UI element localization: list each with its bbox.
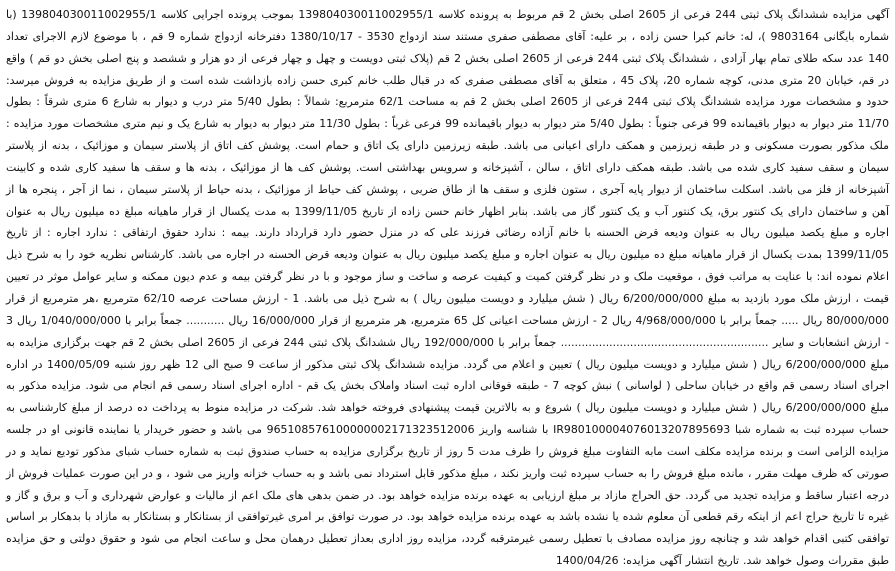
auction-notice-body: آگهی مزایده ششدانگ پلاک ثبتی 244 فرعی از 2605 اصلی بخش 2 قم مربوط به پرونده کلاسه 139804030011002955/1 بموجب پرونده اجرایی کلاسه 139804030011002955/1 (با شماره بایگانی 9803164 )، له: خانم کبرا حسن زاده ، بر علیه: آقای مصطفی صفری مستند سند ازدواج 3530 - 1380/10/17 دفترخانه ازدواج شماره 9 قم ، با موضوع لازم الاجرای تعداد 140 عدد سکه طلای تمام بهار آزادی ، ششدانگ پلاک ثبتی 244 فرعی از 2605 اصلی بخش 2 قم (پلاک ثبتی دویست و چهل و چهار فرعی از دو هزار و ششصد و پنج اصلی بخش دو قم ) واقع در قم، خیابان 20 متری مدنی، کوچه شماره 20، پلاک 45 ، متعلق به آقای مصطفی صفری که در قبال طلب خانم کبری حسن زاده بازداشت شده است و از طریق مزایده به فروش میرسد: حدود و مشخصات مورد مزایده ششدانگ پلاک ثبتی 244 فرعی از 2605 اصلی بخش 2 قم به مساحت 62/1 مترمربع: شمالاً : بطول 5/40 متر درب و دیوار به شارع 6 متری شرقاً : بطول 11/70 متر دیوار به دیوار باقیمانده 99 فرعی جنوباً : بطول 5/40 متر دیوار به دیوار باقیمانده 99 فرعی غرباً : بطول 11/30 متر دیوار به دیوار به شارع یک و نیم متری مشخصات مورد مزایده : ملک مذکور بصورت مسکونی و در طبقه زیرزمین و همکف دارای اعیانی می باشد. طبقه زیرزمین دارای یک اتاق و حمام است. پوشش کف اتاق از پلاستر سیمان و موزائیک ، بدنه از پلاستر سیمان و سقف سفید کاری شده می باشد. طبقه همکف دارای اتاق ، سالن ، آشپزخانه و سرویس بهداشتی است. پوشش کف ها از موزائیک ، بدنه ها و سقف ها سفید کاری شده و کابینت آشپزخانه از فلز می باشد. اسکلت ساختمان از دیوار پایه آجری ، ستون فلزی و سقف ها از طاق ضربی ، پوشش کف حیاط از موزائیک ، بدنه حیاط از پلاستر سیمان ، نما از آجر ، پنجره ها از آهن و ساختمان دارای یک کنتور برق، یک کنتور آب و یک کنتور گاز می باشد. بنابر اظهار خانم حسن زاده از تاریخ 1399/11/05 به مدت یکسال از قرار ماهیانه مبلغ ده میلیون ریال به عنوان اجاره و مبلغ یکصد میلیون ریال به عنوان ودیعه قرض الحسنه با خانم آزاده رضائی فرزند علی که در منزل حضور دارد قرارداد دارند. بیمه : ندارد حقوق ارتفاقی : ندارد اجاره : از تاریخ 1399/11/05 بمدت یکسال از قرار ماهیانه مبلغ ده میلیون ریال به عنوان اجاره و مبلغ یکصد میلیون ریال به عنوان ودیعه قرض الحسنه در اجاره می باشد. کارشناس نظریه خود را به شرح ذیل اعلام نموده اند: با عنایت به مراتب فوق ، موقعیت ملک و در نظر گرفتن کمیت و کیفیت عرصه و ساخت و ساز موجود و با در نظر گرفتن بیمه و عدم دیون ممکنه و سایر عوامل موثر در تعیین قیمت ، ارزش ملک مورد بازدید به مبلغ 6/200/000/000 ریال ( شش میلیارد و دویست میلیون ریال ) به شرح ذیل می باشد. 1 - ارزش مساحت عرصه 62/10 مترمربع ،هر مترمربع از قرار 80/000/000 ریال ..... جمعاً برابر با 4/968/000/000 ریال 2 - ارزش مساحت اعیانی کل 65 مترمربع، هر مترمربع از قرار 16/000/000 ریال ........... جمعاً برابر با 1/040/000/000 ریال 3 - ارزش انشعابات و سایر ............................................................ جمعاً برابر با 192/000/000 ریال ششدانگ پلاک ثبتی 244 فرعی از 2605 اصلی بخش 2 قم جهت برگزاری مزایده به مبلغ 6/200/000/000 ریال ( شش میلیارد و دویست میلیون ریال ) تعیین و اعلام می گردد. مزایده ششدانگ پلاک ثبتی مذکور از ساعت 9 صبح الی 12 ظهر روز شنبه 1400/05/09 در اداره اجرای اسناد رسمی قم واقع در خیابان ساحلی ( لواسانی ) نبش کوچه 7 - طبقه فوقانی اداره ثبت اسناد واملاک بخش یک قم - اداره اجرای اسناد رسمی قم انجام می شود. مزایده مذکور به مبلغ 6/200/000/000 ریال ( شش میلیارد و دویست میلیون ریال ) شروع و به بالاترین قیمت پیشنهادی فروخته خواهد شد. شرکت در مزایده منوط به پرداخت ده درصد از مبلغ کارشناسی به حساب سپرده ثبت به شماره شبا IR980100004076013207895693 با شناسه واریز 965108576100000002171323512006 می باشد و حضور خریدار یا نماینده قانونی او در جلسه مزایده الزامی است و برنده مزایده مکلف است مابه التفاوت مبلغ فروش را ظرف مدت 5 روز از تاریخ برگزاری مزایده به حساب صندوق ثبت به شماره حساب شبای مذکور تودیع نماید و در صورتی که ظرف مهلت مقرر ، مانده مبلغ فروش را به حساب سپرده ثبت واریز نکند ، مبلغ مذکور قابل استرداد نمی باشد و به حساب خزانه واریز می شود ، و در این صورت عملیات فروش از درجه اعتبار ساقط و مزایده تجدید می گردد. حق الحراج مازاد بر مبلغ ارزیابی به عهده برنده مزایده خواهد بود. در ضمن بدهی های ملک اعم از مالیات و عوارض شهرداری و آب و برق و گاز و غیره تا تاریخ حراج اعم از اینکه رقم قطعی آن معلوم شده یا نشده باشد به عهده برنده مزایده خواهد بود. در صورت توافق بر امری غیرتوافقی از بستانکار و بستانکار به مازاد با بدهکار بر اساس توافقی کتبی اقدام خواهد شد و چنانچه روز مزایده مصادف با تعطیل رسمی غیرمترقبه گردد، مزایده روز اداری بعداز تعطیل درهمان محل و ساعت انجام می شود و حقوق دولتی و حق مزایده طبق مقررات وصول خواهد شد. تاریخ انتشار آگهی مزایده: 1400/04/26 (6, 8, 890, 568)
